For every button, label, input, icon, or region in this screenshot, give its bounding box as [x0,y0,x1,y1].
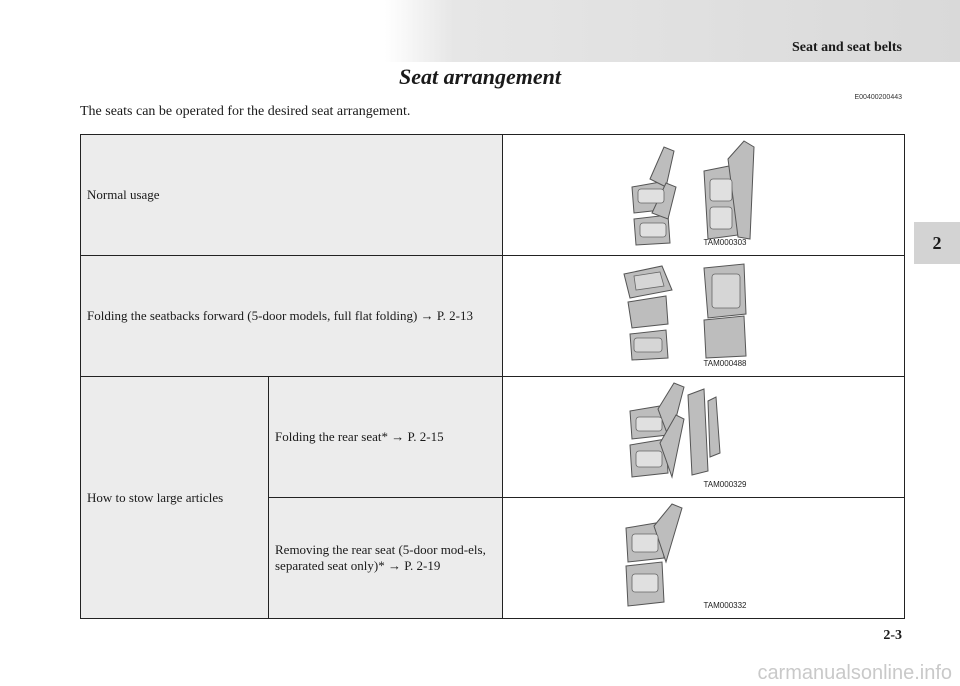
image-cell [503,498,905,619]
intro-text: The seats can be operated for the desired seat arrangement. [80,104,411,119]
chapter-tab[interactable]: 2 [914,222,960,264]
page-title: Seat arrangement [399,64,561,89]
group-label: How to stow large articles [81,377,269,619]
table-row [81,256,905,377]
image-cell [503,256,905,377]
table-row [81,377,905,498]
image-code: TAM000303 [703,238,747,247]
row-label: Folding the rear seat* → P. 2-15 [269,377,503,498]
image-code: TAM000488 [703,359,747,368]
rear-seat-removed-illustration [604,502,784,614]
image-code: TAM000332 [703,601,747,610]
document-code: E00400200443 [854,94,902,101]
seats-normal-illustration [604,139,784,251]
section-title: Seat and seat belts [791,40,902,55]
image-code: TAM000329 [703,480,747,489]
rear-seat-folded-illustration [604,381,784,493]
image-cell [503,135,905,256]
row-label: Folding the seatbacks forward (5-door models, full flat folding) → P. 2-13 [81,256,503,377]
page-number: 2-3 [883,628,902,643]
image-cell [503,377,905,498]
row-label: Removing the rear seat (5-door mod-els, separated seat only)* → P. 2-19 [269,498,503,619]
watermark: carmanualsonline.info [757,662,952,684]
seats-flat-folded-illustration [604,260,784,372]
seat-arrangement-table [80,134,905,619]
table-row [81,135,905,256]
row-label: Normal usage [81,135,503,256]
